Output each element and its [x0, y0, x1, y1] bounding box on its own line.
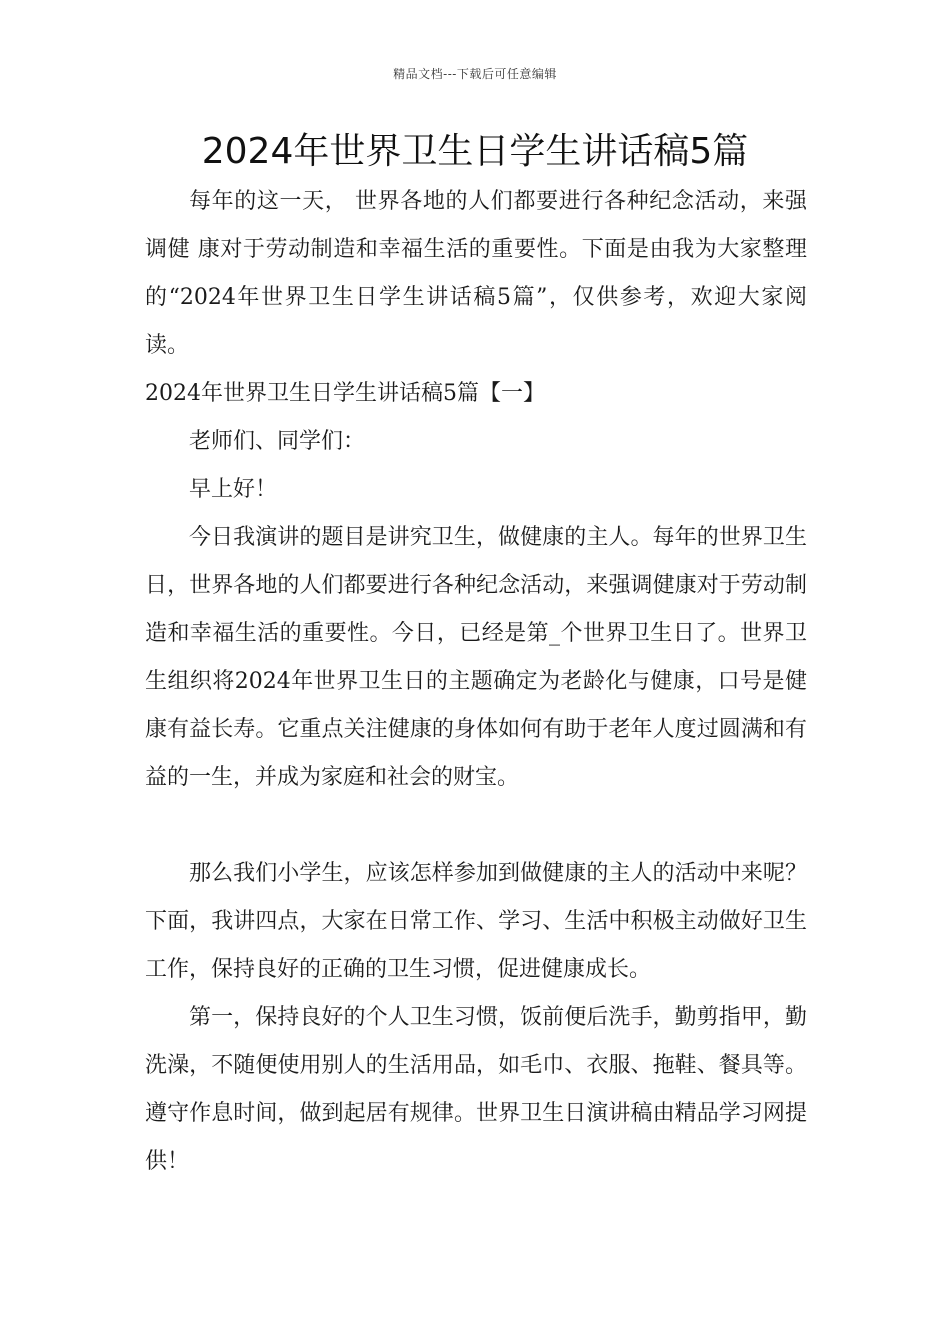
body-paragraph: 第一，保持良好的个人卫生习惯，饭前便后洗手，勤剪指甲，勤洗澡，不随便使用别人的生活用品，如毛巾、衣服、拖鞋、餐具等。遵守作息时间，做到起居有规律。世界卫生日演讲稿由精品学习网提供！ — [145, 1005, 807, 1174]
salutation: 老师们、同学们： — [189, 429, 366, 454]
blank-line — [145, 802, 807, 850]
header-note: 精品文档---下载后可任意编辑 — [393, 67, 557, 81]
document-body — [145, 178, 807, 1186]
intro-paragraph: 每年的这一天， 世界各地的人们都要进行各种纪念活动，来强调健 康对于劳动制造和幸福生活的重要性。下面是由我为大家整理的“2024年世界卫生日学生讲话稿5篇”，仅供参考，欢迎大家阅读。 — [145, 189, 807, 358]
section-heading: 2024年世界卫生日学生讲话稿5篇【一】 — [145, 381, 545, 406]
body-paragraph: 那么我们小学生，应该怎样参加到做健康的主人的活动中来呢？下面，我讲四点，大家在日常工作、学习、生活中积极主动做好卫生工作，保持良好的正确的卫生习惯，促进健康成长。 — [145, 861, 807, 982]
greeting: 早上好！ — [189, 477, 278, 502]
document-title: 2024年世界卫生日学生讲话稿5篇 — [201, 131, 749, 172]
body-paragraph: 今日我演讲的题目是讲究卫生，做健康的主人。每年的世界卫生日，世界各地的人们都要进行各种纪念活动，来强调健康对于劳动制造和幸福生活的重要性。今日，已经是第_个世界卫生日了。世界卫生组织将2024年世界卫生日的主题确定为老龄化与健康，口号是健康有益长寿。它重点关注健康的身体如何有助于老年人度过圆满和有益的一生，并成为家庭和社会的财宝。 — [145, 525, 807, 790]
